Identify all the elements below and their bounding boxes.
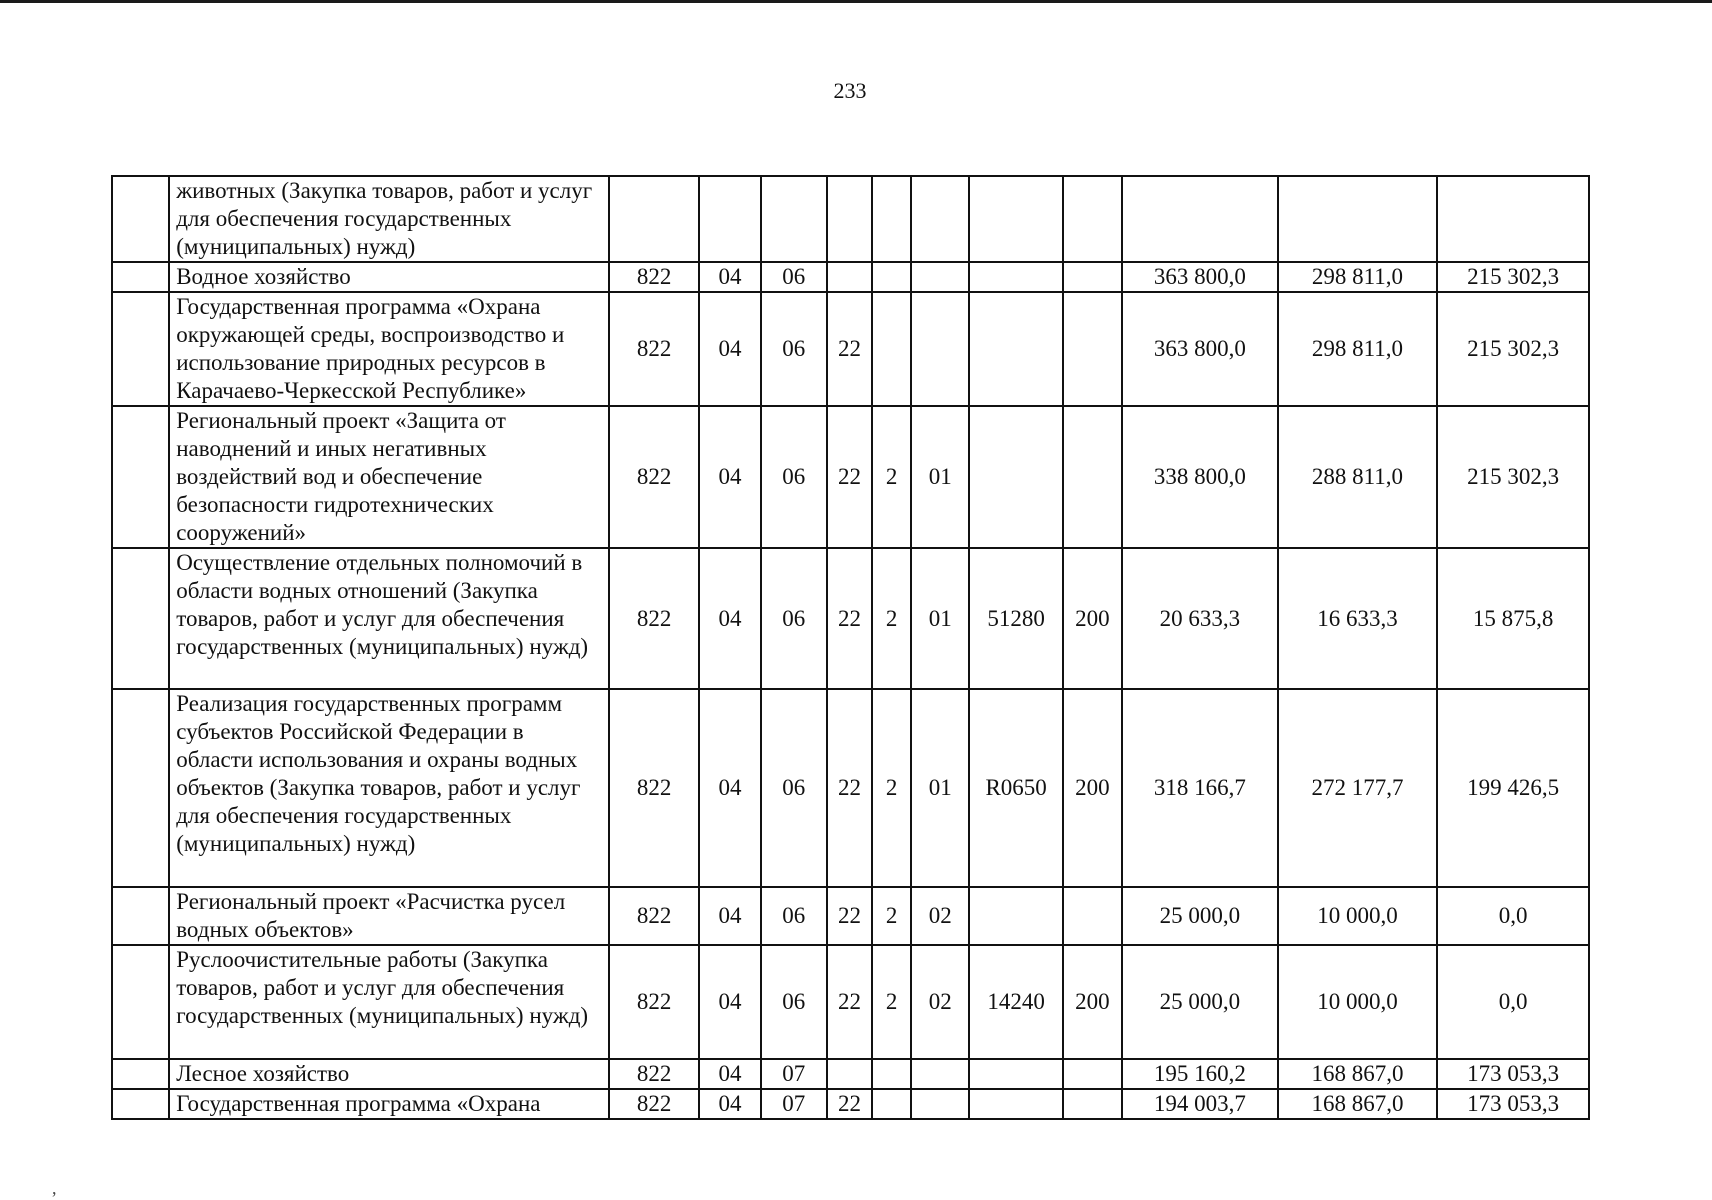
vr-cell: 200 (1063, 548, 1122, 689)
table-row (112, 887, 1589, 945)
year3-amount: 215 302,3 (1437, 292, 1589, 406)
budget-table (111, 175, 1590, 1120)
year3-amount: 199 426,5 (1437, 689, 1589, 887)
row-name: животных (Закупка товаров, работ и услуг для обеспечения государственных (муниципальных) нужд) (169, 176, 609, 262)
cs-direction-cell (969, 262, 1062, 292)
vr-cell (1063, 262, 1122, 292)
rz-cell: 04 (699, 945, 760, 1059)
year3-amount: 173 053,3 (1437, 1059, 1589, 1089)
cs-subprogram-cell (911, 1059, 969, 1089)
page-number: 233 (833, 78, 867, 103)
rz-cell (699, 176, 760, 262)
year1-amount: 318 166,7 (1122, 689, 1278, 887)
year1-amount: 195 160,2 (1122, 1059, 1278, 1089)
scan-speck-mark: , (52, 1178, 57, 1198)
gl-cell: 822 (609, 548, 699, 689)
year1-amount: 25 000,0 (1122, 945, 1278, 1059)
gl-cell: 822 (609, 887, 699, 945)
year1-amount: 363 800,0 (1122, 292, 1278, 406)
index-cell (112, 1089, 169, 1119)
year2-amount (1278, 176, 1438, 262)
cs-type-cell (872, 1089, 911, 1119)
cs-program-cell: 22 (827, 292, 872, 406)
year1-amount: 363 800,0 (1122, 262, 1278, 292)
cs-direction-cell (969, 1089, 1062, 1119)
rz-cell: 04 (699, 1059, 760, 1089)
cs-direction-cell (969, 887, 1062, 945)
year3-amount: 15 875,8 (1437, 548, 1589, 689)
cs-program-cell: 22 (827, 689, 872, 887)
table-row (112, 262, 1589, 292)
pr-cell: 06 (761, 406, 827, 548)
pr-cell: 06 (761, 689, 827, 887)
year1-amount: 20 633,3 (1122, 548, 1278, 689)
cs-program-cell (827, 1059, 872, 1089)
cs-program-cell: 22 (827, 945, 872, 1059)
index-cell (112, 406, 169, 548)
cs-program-cell: 22 (827, 548, 872, 689)
cs-program-cell (827, 176, 872, 262)
cs-subprogram-cell: 02 (911, 887, 969, 945)
gl-cell: 822 (609, 689, 699, 887)
vr-cell (1063, 406, 1122, 548)
cs-direction-cell (969, 176, 1062, 262)
cs-type-cell: 2 (872, 887, 911, 945)
cs-subprogram-cell (911, 176, 969, 262)
row-name: Региональный проект «Защита от наводнений и иных негативных воздействий вод и обеспечение безопасности гидротехнических сооружений» (169, 406, 609, 548)
rz-cell: 04 (699, 406, 760, 548)
cs-direction-cell (969, 406, 1062, 548)
year2-amount: 16 633,3 (1278, 548, 1438, 689)
top-rule (0, 0, 1712, 3)
year2-amount: 10 000,0 (1278, 945, 1438, 1059)
index-cell (112, 1059, 169, 1089)
gl-cell: 822 (609, 1059, 699, 1089)
cs-type-cell (872, 292, 911, 406)
year2-amount: 10 000,0 (1278, 887, 1438, 945)
rz-cell: 04 (699, 887, 760, 945)
vr-cell: 200 (1063, 689, 1122, 887)
table-row (112, 548, 1589, 689)
index-cell (112, 887, 169, 945)
year1-amount (1122, 176, 1278, 262)
cs-subprogram-cell: 01 (911, 689, 969, 887)
year2-amount: 168 867,0 (1278, 1059, 1438, 1089)
year3-amount: 0,0 (1437, 945, 1589, 1059)
vr-cell (1063, 292, 1122, 406)
cs-type-cell: 2 (872, 406, 911, 548)
year1-amount: 25 000,0 (1122, 887, 1278, 945)
cs-subprogram-cell: 01 (911, 406, 969, 548)
cs-program-cell (827, 262, 872, 292)
pr-cell: 06 (761, 262, 827, 292)
year3-amount: 215 302,3 (1437, 406, 1589, 548)
year3-amount: 173 053,3 (1437, 1089, 1589, 1119)
index-cell (112, 548, 169, 689)
cs-subprogram-cell: 02 (911, 945, 969, 1059)
table-row (112, 292, 1589, 406)
rz-cell: 04 (699, 1089, 760, 1119)
pr-cell: 07 (761, 1089, 827, 1119)
cs-direction-cell (969, 292, 1062, 406)
year3-amount (1437, 176, 1589, 262)
index-cell (112, 945, 169, 1059)
cs-direction-cell (969, 1059, 1062, 1089)
year3-amount: 215 302,3 (1437, 262, 1589, 292)
pr-cell (761, 176, 827, 262)
year2-amount: 168 867,0 (1278, 1089, 1438, 1119)
index-cell (112, 292, 169, 406)
table-row (112, 689, 1589, 887)
pr-cell: 06 (761, 887, 827, 945)
year2-amount: 298 811,0 (1278, 292, 1438, 406)
cs-type-cell (872, 1059, 911, 1089)
cs-type-cell: 2 (872, 689, 911, 887)
table-row (112, 1059, 1589, 1089)
cs-type-cell: 2 (872, 548, 911, 689)
cs-program-cell: 22 (827, 406, 872, 548)
cs-direction-cell: 51280 (969, 548, 1062, 689)
row-name: Государственная программа «Охрана окружающей среды, воспроизводство и использование природных ресурсов в Карачаево-Черкесской Республике» (169, 292, 609, 406)
table-row (112, 176, 1589, 262)
rz-cell: 04 (699, 689, 760, 887)
rz-cell: 04 (699, 292, 760, 406)
gl-cell: 822 (609, 406, 699, 548)
rz-cell: 04 (699, 548, 760, 689)
cs-program-cell: 22 (827, 1089, 872, 1119)
vr-cell (1063, 887, 1122, 945)
row-name: Государственная программа «Охрана (169, 1089, 609, 1119)
table-row (112, 945, 1589, 1059)
cs-type-cell (872, 176, 911, 262)
gl-cell: 822 (609, 262, 699, 292)
cs-subprogram-cell (911, 1089, 969, 1119)
pr-cell: 06 (761, 548, 827, 689)
pr-cell: 06 (761, 292, 827, 406)
gl-cell: 822 (609, 292, 699, 406)
row-name: Лесное хозяйство (169, 1059, 609, 1089)
vr-cell (1063, 1089, 1122, 1119)
year2-amount: 298 811,0 (1278, 262, 1438, 292)
year3-amount: 0,0 (1437, 887, 1589, 945)
gl-cell: 822 (609, 1089, 699, 1119)
year1-amount: 194 003,7 (1122, 1089, 1278, 1119)
rz-cell: 04 (699, 262, 760, 292)
row-name: Региональный проект «Расчистка русел водных объектов» (169, 887, 609, 945)
table-row (112, 1089, 1589, 1119)
index-cell (112, 176, 169, 262)
year2-amount: 288 811,0 (1278, 406, 1438, 548)
row-name: Руслоочистительные работы (Закупка товаров, работ и услуг для обеспечения государственных (муниципальных) нужд) (169, 945, 609, 1059)
pr-cell: 07 (761, 1059, 827, 1089)
year2-amount: 272 177,7 (1278, 689, 1438, 887)
vr-cell (1063, 1059, 1122, 1089)
index-cell (112, 262, 169, 292)
cs-direction-cell: R0650 (969, 689, 1062, 887)
year1-amount: 338 800,0 (1122, 406, 1278, 548)
index-cell (112, 689, 169, 887)
vr-cell (1063, 176, 1122, 262)
cs-subprogram-cell (911, 262, 969, 292)
pr-cell: 06 (761, 945, 827, 1059)
cs-program-cell: 22 (827, 887, 872, 945)
cs-subprogram-cell (911, 292, 969, 406)
row-name: Осуществление отдельных полномочий в области водных отношений (Закупка товаров, работ и услуг для обеспечения государственных (муниципальных) нужд) (169, 548, 609, 689)
vr-cell: 200 (1063, 945, 1122, 1059)
row-name: Реализация государственных программ субъектов Российской Федерации в области использования и охраны водных объектов (Закупка товаров, работ и услуг для обеспечения государственных (муниципальных) нужд) (169, 689, 609, 887)
gl-cell (609, 176, 699, 262)
row-name: Водное хозяйство (169, 262, 609, 292)
cs-subprogram-cell: 01 (911, 548, 969, 689)
gl-cell: 822 (609, 945, 699, 1059)
cs-type-cell (872, 262, 911, 292)
cs-direction-cell: 14240 (969, 945, 1062, 1059)
table-row (112, 406, 1589, 548)
cs-type-cell: 2 (872, 945, 911, 1059)
